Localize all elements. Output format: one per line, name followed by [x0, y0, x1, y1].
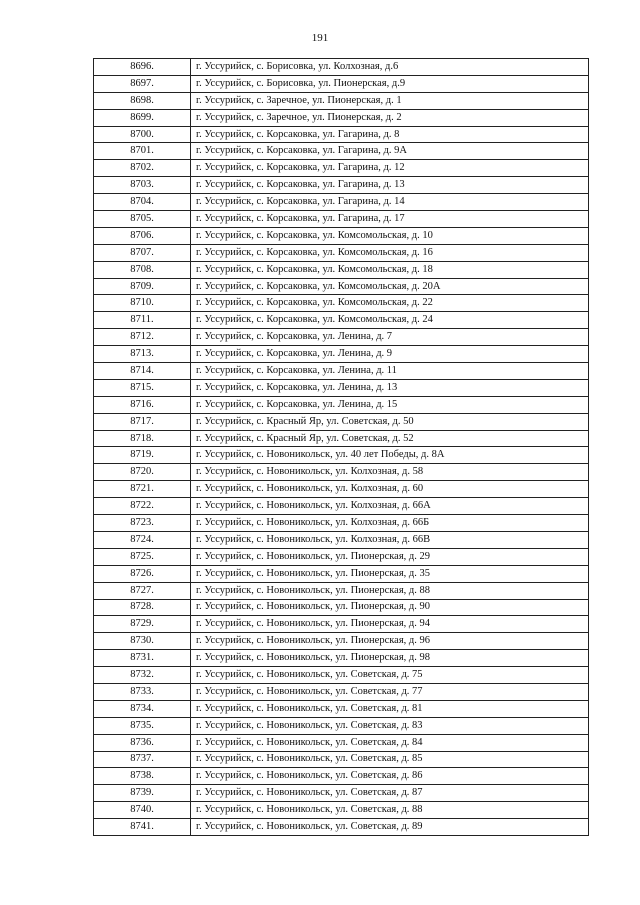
table-row: [94, 464, 589, 481]
row-number-cell: 8705.: [94, 211, 191, 228]
address-cell: г. Уссурийск, с. Новоникольск, ул. Советская, д. 83: [191, 717, 589, 734]
table-row: [94, 211, 589, 228]
table-row: [94, 143, 589, 160]
address-cell: г. Уссурийск, с. Корсаковка, ул. Гагарина, д. 14: [191, 194, 589, 211]
row-number-cell: 8724.: [94, 531, 191, 548]
address-cell: г. Уссурийск, с. Корсаковка, ул. Ленина, д. 11: [191, 363, 589, 380]
address-cell: г. Уссурийск, с. Новоникольск, ул. Колхозная, д. 66Б: [191, 515, 589, 532]
table-row: [94, 126, 589, 143]
row-number-cell: 8707.: [94, 244, 191, 261]
row-number-cell: 8708.: [94, 261, 191, 278]
address-cell: г. Уссурийск, с. Новоникольск, ул. Советская, д. 88: [191, 802, 589, 819]
address-cell: г. Уссурийск, с. Новоникольск, ул. Пионерская, д. 96: [191, 633, 589, 650]
page-number: 191: [311, 32, 329, 44]
row-number-cell: 8696.: [94, 59, 191, 76]
row-number-cell: 8713.: [94, 346, 191, 363]
table-row: [94, 700, 589, 717]
table-row: [94, 75, 589, 92]
address-cell: г. Уссурийск, с. Красный Яр, ул. Советская, д. 52: [191, 430, 589, 447]
table-row: [94, 396, 589, 413]
table-row: [94, 582, 589, 599]
row-number-cell: 8712.: [94, 329, 191, 346]
row-number-cell: 8703.: [94, 177, 191, 194]
table-row: [94, 802, 589, 819]
address-cell: г. Уссурийск, с. Корсаковка, ул. Гагарина, д. 17: [191, 211, 589, 228]
row-number-cell: 8701.: [94, 143, 191, 160]
row-number-cell: 8722.: [94, 498, 191, 515]
table-row: [94, 413, 589, 430]
table-row: [94, 177, 589, 194]
table-row: [94, 227, 589, 244]
table-row: [94, 616, 589, 633]
row-number-cell: 8706.: [94, 227, 191, 244]
row-number-cell: 8733.: [94, 683, 191, 700]
row-number-cell: 8723.: [94, 515, 191, 532]
address-cell: г. Уссурийск, с. Новоникольск, ул. Пионерская, д. 90: [191, 599, 589, 616]
row-number-cell: 8718.: [94, 430, 191, 447]
address-cell: г. Уссурийск, с. Новоникольск, ул. Колхозная, д. 60: [191, 481, 589, 498]
table-row: [94, 717, 589, 734]
row-number-cell: 8714.: [94, 363, 191, 380]
address-cell: г. Уссурийск, с. Корсаковка, ул. Ленина, д. 15: [191, 396, 589, 413]
row-number-cell: 8728.: [94, 599, 191, 616]
table-row: [94, 667, 589, 684]
address-cell: г. Уссурийск, с. Новоникольск, ул. Советская, д. 85: [191, 751, 589, 768]
row-number-cell: 8709.: [94, 278, 191, 295]
table-row: [94, 819, 589, 836]
row-number-cell: 8727.: [94, 582, 191, 599]
table-row: [94, 346, 589, 363]
table-row: [94, 565, 589, 582]
address-cell: г. Уссурийск, с. Борисовка, ул. Колхозная, д.6: [191, 59, 589, 76]
table-row: [94, 785, 589, 802]
address-cell: г. Уссурийск, с. Заречное, ул. Пионерская, д. 2: [191, 109, 589, 126]
table-row: [94, 548, 589, 565]
table-row: [94, 734, 589, 751]
address-cell: г. Уссурийск, с. Новоникольск, ул. 40 лет Победы, д. 8А: [191, 447, 589, 464]
table-row: [94, 92, 589, 109]
address-cell: г. Уссурийск, с. Новоникольск, ул. Колхозная, д. 66А: [191, 498, 589, 515]
table-row: [94, 244, 589, 261]
address-cell: г. Уссурийск, с. Корсаковка, ул. Комсомольская, д. 24: [191, 312, 589, 329]
address-cell: г. Уссурийск, с. Новоникольск, ул. Советская, д. 84: [191, 734, 589, 751]
address-cell: г. Уссурийск, с. Новоникольск, ул. Пионерская, д. 94: [191, 616, 589, 633]
address-cell: г. Уссурийск, с. Корсаковка, ул. Гагарина, д. 8: [191, 126, 589, 143]
row-number-cell: 8699.: [94, 109, 191, 126]
table-row: [94, 447, 589, 464]
row-number-cell: 8732.: [94, 667, 191, 684]
address-cell: г. Уссурийск, с. Корсаковка, ул. Комсомольская, д. 18: [191, 261, 589, 278]
row-number-cell: 8741.: [94, 819, 191, 836]
address-cell: г. Уссурийск, с. Корсаковка, ул. Ленина, д. 7: [191, 329, 589, 346]
address-cell: г. Уссурийск, с. Новоникольск, ул. Колхозная, д. 58: [191, 464, 589, 481]
address-cell: г. Уссурийск, с. Корсаковка, ул. Комсомольская, д. 10: [191, 227, 589, 244]
address-cell: г. Уссурийск, с. Корсаковка, ул. Гагарина, д. 9А: [191, 143, 589, 160]
address-cell: г. Уссурийск, с. Заречное, ул. Пионерская, д. 1: [191, 92, 589, 109]
address-cell: г. Уссурийск, с. Новоникольск, ул. Советская, д. 81: [191, 700, 589, 717]
address-table: [93, 58, 589, 836]
address-cell: г. Уссурийск, с. Корсаковка, ул. Комсомольская, д. 16: [191, 244, 589, 261]
row-number-cell: 8734.: [94, 700, 191, 717]
table-row: [94, 430, 589, 447]
row-number-cell: 8729.: [94, 616, 191, 633]
table-row: [94, 515, 589, 532]
table-row: [94, 278, 589, 295]
row-number-cell: 8711.: [94, 312, 191, 329]
row-number-cell: 8730.: [94, 633, 191, 650]
row-number-cell: 8725.: [94, 548, 191, 565]
table-row: [94, 109, 589, 126]
table-row: [94, 160, 589, 177]
address-cell: г. Уссурийск, с. Новоникольск, ул. Советская, д. 86: [191, 768, 589, 785]
address-cell: г. Уссурийск, с. Красный Яр, ул. Советская, д. 50: [191, 413, 589, 430]
row-number-cell: 8700.: [94, 126, 191, 143]
address-cell: г. Уссурийск, с. Новоникольск, ул. Советская, д. 75: [191, 667, 589, 684]
table-row: [94, 329, 589, 346]
row-number-cell: 8726.: [94, 565, 191, 582]
row-number-cell: 8738.: [94, 768, 191, 785]
table-row: [94, 194, 589, 211]
address-cell: г. Уссурийск, с. Новоникольск, ул. Пионерская, д. 98: [191, 650, 589, 667]
table-row: [94, 599, 589, 616]
row-number-cell: 8739.: [94, 785, 191, 802]
address-cell: г. Уссурийск, с. Борисовка, ул. Пионерская, д.9: [191, 75, 589, 92]
table-row: [94, 683, 589, 700]
row-number-cell: 8710.: [94, 295, 191, 312]
row-number-cell: 8698.: [94, 92, 191, 109]
address-cell: г. Уссурийск, с. Корсаковка, ул. Гагарина, д. 12: [191, 160, 589, 177]
table-row: [94, 650, 589, 667]
address-cell: г. Уссурийск, с. Корсаковка, ул. Ленина, д. 13: [191, 379, 589, 396]
table-row: [94, 379, 589, 396]
address-cell: г. Уссурийск, с. Новоникольск, ул. Советская, д. 77: [191, 683, 589, 700]
table-row: [94, 768, 589, 785]
table-row: [94, 261, 589, 278]
address-cell: г. Уссурийск, с. Новоникольск, ул. Колхозная, д. 66В: [191, 531, 589, 548]
address-cell: г. Уссурийск, с. Новоникольск, ул. Советская, д. 87: [191, 785, 589, 802]
table-row: [94, 363, 589, 380]
row-number-cell: 8721.: [94, 481, 191, 498]
row-number-cell: 8720.: [94, 464, 191, 481]
row-number-cell: 8717.: [94, 413, 191, 430]
row-number-cell: 8704.: [94, 194, 191, 211]
address-cell: г. Уссурийск, с. Новоникольск, ул. Пионерская, д. 29: [191, 548, 589, 565]
table-row: [94, 481, 589, 498]
address-cell: г. Уссурийск, с. Корсаковка, ул. Комсомольская, д. 20А: [191, 278, 589, 295]
table-row: [94, 59, 589, 76]
row-number-cell: 8735.: [94, 717, 191, 734]
address-table-body: [94, 59, 589, 836]
address-cell: г. Уссурийск, с. Корсаковка, ул. Гагарина, д. 13: [191, 177, 589, 194]
table-row: [94, 498, 589, 515]
table-row: [94, 751, 589, 768]
table-row: [94, 295, 589, 312]
row-number-cell: 8716.: [94, 396, 191, 413]
row-number-cell: 8702.: [94, 160, 191, 177]
row-number-cell: 8715.: [94, 379, 191, 396]
address-cell: г. Уссурийск, с. Новоникольск, ул. Пионерская, д. 35: [191, 565, 589, 582]
row-number-cell: 8740.: [94, 802, 191, 819]
row-number-cell: 8697.: [94, 75, 191, 92]
table-row: [94, 531, 589, 548]
row-number-cell: 8719.: [94, 447, 191, 464]
address-cell: г. Уссурийск, с. Корсаковка, ул. Комсомольская, д. 22: [191, 295, 589, 312]
row-number-cell: 8731.: [94, 650, 191, 667]
row-number-cell: 8737.: [94, 751, 191, 768]
address-cell: г. Уссурийск, с. Новоникольск, ул. Пионерская, д. 88: [191, 582, 589, 599]
table-row: [94, 633, 589, 650]
address-cell: г. Уссурийск, с. Корсаковка, ул. Ленина, д. 9: [191, 346, 589, 363]
table-row: [94, 312, 589, 329]
row-number-cell: 8736.: [94, 734, 191, 751]
address-cell: г. Уссурийск, с. Новоникольск, ул. Советская, д. 89: [191, 819, 589, 836]
